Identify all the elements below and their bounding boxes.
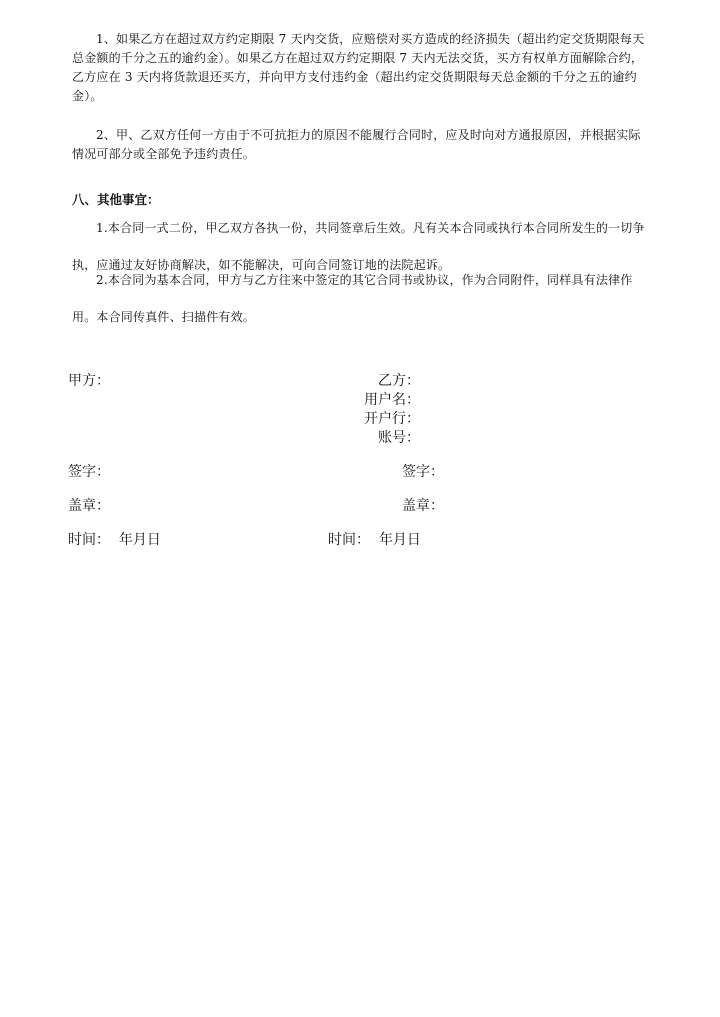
party-a-seal-label: 盖章： bbox=[68, 498, 110, 514]
party-b-signature-label: 签字： bbox=[402, 464, 444, 480]
clause7-item1: 1、如果乙方在超过双方约定期限 7 天内交货，应赔偿对买方造成的经济损失（超出约定交货期限每天总金额的千分之五的逾约金）。如果乙方在超过双方约定期限 7 天内无法交货，买方有权单方面解除合约，乙方应在 3 天内将货款退还买方，并向甲方支付违约金（超出约定交货期限每天总金额的千分之五的逾约金）。 bbox=[72, 32, 645, 103]
party-a-label: 甲方： bbox=[68, 373, 110, 389]
clause8-heading: 八、其他事宜： bbox=[72, 192, 160, 207]
party-a-date-label: 时间： 年月日 bbox=[68, 532, 161, 548]
bank-label: 开户行： bbox=[364, 411, 420, 427]
clause8-item2: 2.本合同为基本合同，甲方与乙方往来中签定的其它合同书或协议，作为合同附件，同样具有法律作用。本合同传真件、扫描件有效。 bbox=[72, 273, 633, 324]
clause7-item2: 2、甲、乙双方任何一方由于不可抗拒力的原因不能履行合同时，应及时向对方通报原因，并根据实际情况可部分或全部免予违约责任。 bbox=[72, 128, 641, 161]
party-b-date-label: 时间： 年月日 bbox=[328, 532, 421, 548]
account-label: 账号： bbox=[378, 430, 420, 446]
party-b-label: 乙方： bbox=[378, 373, 420, 389]
clause8-item1: 1.本合同一式二份，甲乙双方各执一份，共同签章后生效。凡有关本合同或执行本合同所发生的一切争执，应通过友好协商解决，如不能解决，可向合同签订地的法院起诉。 bbox=[72, 221, 645, 272]
party-b-seal-label: 盖章： bbox=[402, 498, 444, 514]
username-label: 用户名： bbox=[364, 392, 420, 408]
party-a-signature-label: 签字： bbox=[68, 464, 110, 480]
